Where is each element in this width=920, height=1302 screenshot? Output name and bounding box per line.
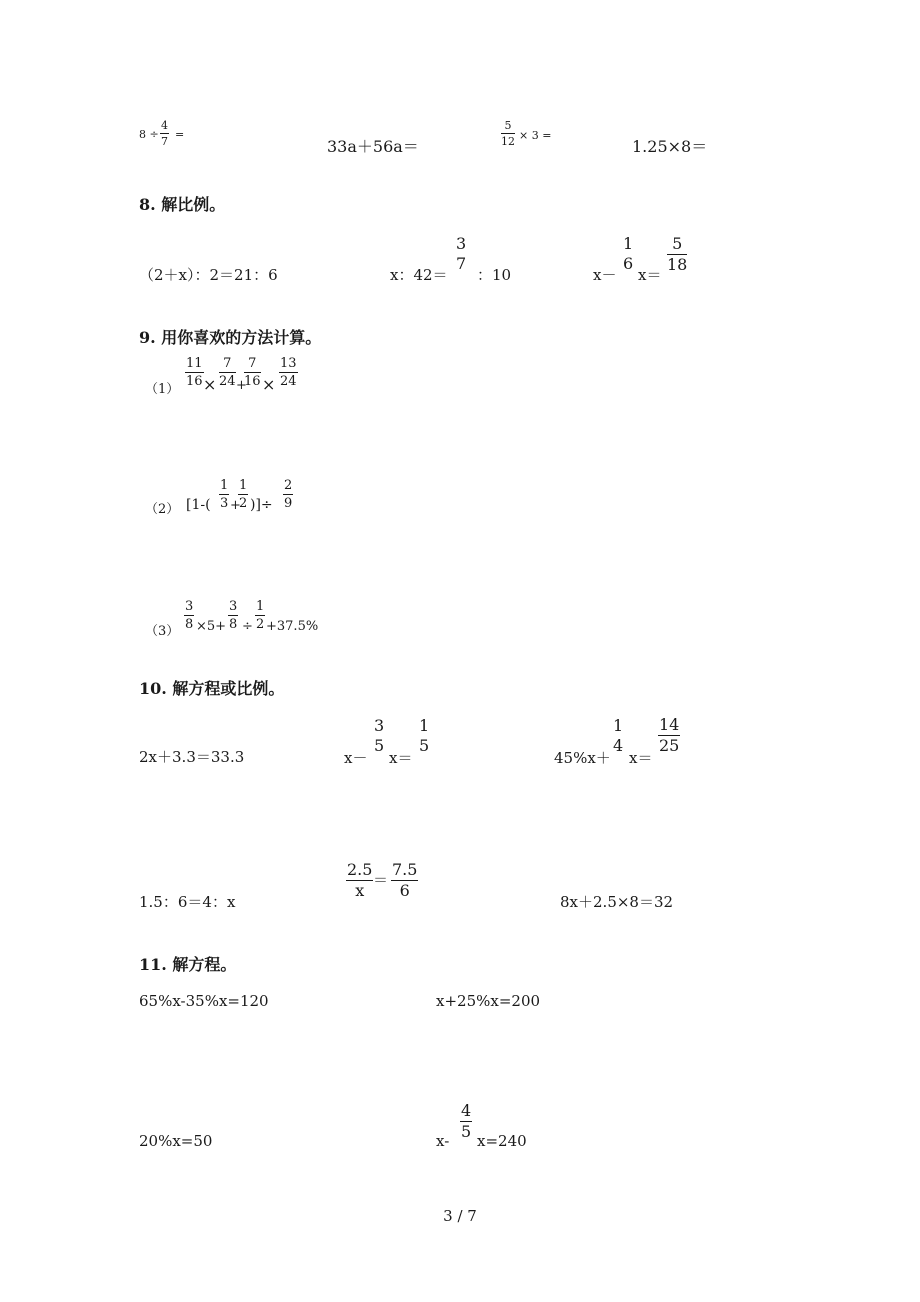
x-equals-240: x=240 xyxy=(477,1132,527,1150)
denominator: 24 xyxy=(219,374,236,389)
denominator: 3 xyxy=(220,496,229,511)
denominator: 2 xyxy=(239,496,248,511)
numerator: 2.5 xyxy=(347,860,373,879)
fraction-2-9 xyxy=(283,479,293,510)
section-title-9: 9. 用你喜欢的方法计算。 xyxy=(139,328,322,347)
equals-sign: = xyxy=(175,128,185,141)
section-title-11: 11. 解方程。 xyxy=(139,955,237,974)
proportion-2-left: x：42＝ xyxy=(390,266,448,284)
times-5-plus: ×5+ xyxy=(196,619,227,634)
fraction-1-5 xyxy=(418,718,430,754)
equation-20-percent: 20%x=50 xyxy=(139,1132,213,1150)
numerator: 5 xyxy=(501,120,515,134)
fraction-7-5-6 xyxy=(391,862,418,899)
part-label-2: （2） xyxy=(145,502,180,517)
denominator: 9 xyxy=(284,496,293,511)
fraction-4-5 xyxy=(460,1103,472,1140)
numerator: 3 xyxy=(185,599,194,614)
fraction-7-24 xyxy=(219,357,236,388)
equation-45-percent: 45%x＋ xyxy=(554,749,611,767)
numerator: 2 xyxy=(284,478,293,493)
expr-125-times-8: 1.25×8＝ xyxy=(632,137,708,156)
bracket-open: [1-( xyxy=(186,497,211,513)
denominator: 24 xyxy=(280,374,297,389)
equation-3-prefix: x－ xyxy=(593,266,617,284)
fraction-5-12 xyxy=(501,120,515,147)
proportion-1-5-6: 1.5：6＝4：x xyxy=(139,893,236,911)
plus-sign: + xyxy=(230,498,241,513)
proportion-2-right: ：10 xyxy=(477,266,512,284)
fraction-14-25 xyxy=(658,717,680,754)
numerator: 4 xyxy=(161,119,168,132)
equals-sign: ＝ xyxy=(373,871,389,889)
numerator: 1 xyxy=(220,478,229,493)
fraction-3-8-b xyxy=(228,600,238,631)
numerator: 1 xyxy=(239,478,248,493)
equation-8x: 8x＋2.5×8＝32 xyxy=(560,893,674,911)
denominator: 25 xyxy=(659,736,680,755)
times-sign: × xyxy=(262,375,276,394)
fraction-1-2 xyxy=(238,479,248,510)
equation-65-percent: 65%x-35%x=120 xyxy=(139,992,269,1010)
denominator: 7 xyxy=(161,135,168,148)
fraction-11-16 xyxy=(185,357,204,388)
equation-x-minus: x- xyxy=(436,1132,450,1150)
numerator: 7 xyxy=(244,357,261,373)
times-sign: × xyxy=(203,375,217,394)
fraction-7-16 xyxy=(244,357,261,388)
divide-sign: ÷ xyxy=(242,619,253,634)
section-title-8: 8. 解比例。 xyxy=(139,195,226,214)
x-equals: x＝ xyxy=(629,749,653,767)
fraction-1-3 xyxy=(219,479,229,510)
expr-8-div: 8 ÷ xyxy=(139,128,159,141)
equation-x-minus: x－ xyxy=(344,749,368,767)
plus-37-5-percent: +37.5% xyxy=(266,619,319,634)
section-title-10: 10. 解方程或比例。 xyxy=(139,679,285,698)
x-equals: x＝ xyxy=(389,749,413,767)
denominator: 5 xyxy=(374,736,385,755)
part-label-3: （3） xyxy=(145,624,180,639)
numerator: 13 xyxy=(280,356,297,371)
fraction-1-4 xyxy=(612,718,624,754)
proportion-1: （2＋x）：2＝21：6 xyxy=(139,266,278,284)
expr-33a-56a: 33a＋56a＝ xyxy=(327,137,419,156)
numerator: 7 xyxy=(219,357,236,373)
numerator: 3 xyxy=(456,234,467,253)
numerator: 5 xyxy=(667,236,687,255)
denominator: 2 xyxy=(256,617,265,632)
numerator: 3 xyxy=(229,599,238,614)
equation-3-mid: x＝ xyxy=(638,266,662,284)
numerator: 1 xyxy=(256,599,265,614)
numerator: 14 xyxy=(659,715,680,734)
page-number: 3 / 7 xyxy=(443,1207,477,1225)
plus-sign: + xyxy=(236,378,247,393)
denominator: 4 xyxy=(613,736,624,755)
denominator: 6 xyxy=(623,254,634,273)
denominator: 12 xyxy=(501,135,515,148)
denominator: 5 xyxy=(461,1122,472,1141)
fraction-2-5-x xyxy=(346,862,373,899)
denominator: x xyxy=(355,881,365,900)
equation-2x: 2x＋3.3＝33.3 xyxy=(139,748,245,766)
denominator: 7 xyxy=(456,254,467,273)
fraction-5-18 xyxy=(667,236,687,273)
denominator: 16 xyxy=(244,374,261,389)
equation-25-percent: x+25%x=200 xyxy=(436,992,541,1010)
numerator: 11 xyxy=(186,356,203,371)
denominator: 6 xyxy=(399,881,410,900)
fraction-3-8 xyxy=(184,600,194,631)
numerator: 1 xyxy=(613,716,624,735)
numerator: 1 xyxy=(623,234,634,253)
fraction-13-24 xyxy=(279,357,298,388)
denominator: 16 xyxy=(186,374,203,389)
numerator: 7.5 xyxy=(392,860,418,879)
denominator: 18 xyxy=(667,255,688,274)
numerator: 4 xyxy=(461,1101,472,1120)
fraction-3-7 xyxy=(455,236,467,272)
bracket-close-divide: )]÷ xyxy=(250,497,273,513)
fraction-1-6 xyxy=(622,236,634,272)
denominator: 8 xyxy=(229,617,238,632)
fraction-1-2-b xyxy=(255,600,265,631)
numerator: 1 xyxy=(419,716,430,735)
times-3: × 3 = xyxy=(519,129,552,142)
denominator: 8 xyxy=(185,617,194,632)
fraction-3-5 xyxy=(373,718,385,754)
denominator: 5 xyxy=(419,736,430,755)
numerator: 3 xyxy=(374,716,385,735)
part-label-1: （1） xyxy=(145,382,180,397)
fraction-4-7 xyxy=(160,120,169,147)
